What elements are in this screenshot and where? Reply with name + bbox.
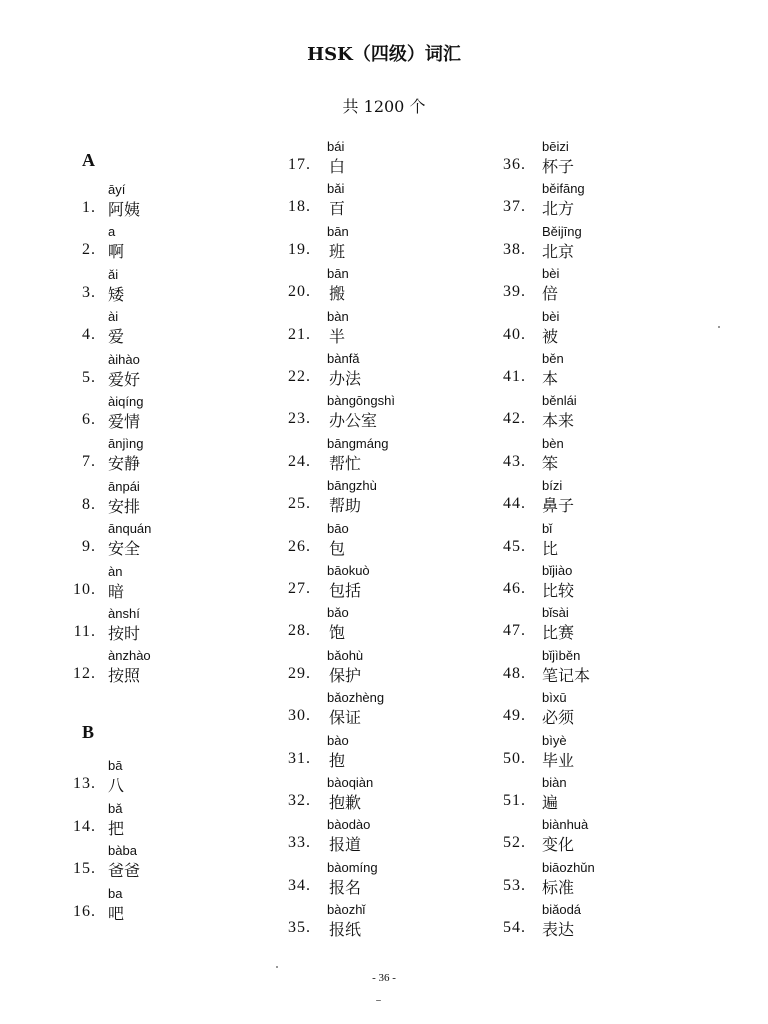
vocab-number: 5.	[82, 369, 96, 386]
vocab-entry	[490, 648, 690, 688]
vocab-word: 饱	[329, 623, 346, 642]
vocab-number: 50.	[503, 750, 526, 767]
vocab-word: 保证	[329, 708, 362, 727]
vocab-number: 8.	[82, 496, 96, 513]
vocab-pinyin: bàozhǐ	[327, 902, 366, 917]
vocab-entry	[275, 224, 475, 264]
vocab-word: 比赛	[542, 623, 575, 642]
vocab-pinyin: bǎohù	[327, 648, 364, 663]
vocab-entry	[60, 224, 260, 264]
vocab-entry	[490, 563, 690, 603]
vocab-word: 抱	[329, 751, 346, 770]
vocab-pinyin: bàodào	[327, 817, 371, 832]
vocab-number: 48.	[503, 665, 526, 682]
vocab-word: 比较	[542, 581, 575, 600]
vocab-pinyin: bǐjiào	[542, 563, 573, 578]
vocab-number: 18.	[288, 198, 311, 215]
vocab-pinyin: bìxū	[542, 690, 567, 705]
vocab-pinyin: bànfǎ	[327, 351, 360, 366]
vocab-word: 白	[329, 157, 346, 176]
vocab-word: 报道	[329, 835, 362, 854]
vocab-word: 爱好	[108, 370, 141, 389]
vocab-entry	[275, 266, 475, 306]
vocab-pinyin: biànhuà	[542, 817, 589, 832]
vocab-word: 安排	[108, 497, 141, 516]
vocab-number: 30.	[288, 707, 311, 724]
vocab-entry	[60, 564, 260, 604]
vocab-entry	[490, 817, 690, 857]
vocab-word: 遍	[542, 793, 559, 812]
vocab-pinyin: bàngōngshì	[327, 393, 395, 408]
vocab-pinyin: bàn	[327, 309, 349, 324]
vocab-number: 14.	[73, 818, 96, 835]
vocab-number: 26.	[288, 538, 311, 555]
vocab-word: 啊	[108, 242, 125, 261]
vocab-entry	[490, 436, 690, 476]
vocab-entry	[275, 309, 475, 349]
vocab-entry	[60, 606, 260, 646]
vocab-word: 办公室	[329, 411, 378, 430]
vocab-number: 51.	[503, 792, 526, 809]
vocab-pinyin: bǐjìběn	[542, 648, 581, 663]
vocab-entry	[60, 479, 260, 519]
vocab-entry	[60, 436, 260, 476]
vocab-word: 北京	[542, 242, 575, 261]
vocab-word: 安静	[108, 454, 141, 473]
vocab-number: 6.	[82, 411, 96, 428]
vocab-number: 12.	[73, 665, 96, 682]
vocab-entry	[275, 690, 475, 730]
vocab-number: 46.	[503, 580, 526, 597]
vocab-entry	[60, 182, 260, 222]
vocab-pinyin: bái	[327, 139, 345, 154]
vocab-entry	[60, 758, 260, 798]
vocab-entry	[275, 902, 475, 942]
vocab-word: 暗	[108, 582, 125, 601]
vocab-number: 20.	[288, 283, 311, 300]
vocab-entry	[490, 224, 690, 264]
vocab-word: 杯子	[542, 157, 575, 176]
vocab-entry	[490, 393, 690, 433]
vocab-word: 抱歉	[329, 793, 362, 812]
vocab-number: 16.	[73, 903, 96, 920]
vocab-entry	[490, 860, 690, 900]
vocab-number: 36.	[503, 156, 526, 173]
vocab-pinyin: bèn	[542, 436, 564, 451]
vocab-word: 吧	[108, 904, 125, 923]
vocab-word: 包	[329, 539, 346, 558]
vocab-entry	[275, 648, 475, 688]
vocab-entry	[490, 775, 690, 815]
vocab-pinyin: bào	[327, 733, 349, 748]
vocab-word: 变化	[542, 835, 575, 854]
vocab-number: 9.	[82, 538, 96, 555]
vocab-pinyin: bēizi	[542, 139, 569, 154]
vocab-pinyin: bèi	[542, 309, 560, 324]
vocab-word: 报纸	[329, 920, 362, 939]
section-letter-b: B	[82, 722, 95, 742]
vocab-entry	[60, 648, 260, 688]
vocab-pinyin: biǎodá	[542, 902, 582, 917]
vocab-pinyin: bàomíng	[327, 860, 378, 875]
vocab-word: 搬	[329, 284, 346, 303]
vocab-entry	[490, 309, 690, 349]
vocab-entry	[60, 394, 260, 434]
vocab-word: 帮助	[329, 496, 362, 515]
vocab-number: 33.	[288, 834, 311, 851]
vocab-number: 54.	[503, 919, 526, 936]
vocab-word: 报名	[329, 878, 362, 897]
vocab-entry	[490, 351, 690, 391]
vocab-pinyin: bàoqiàn	[327, 775, 374, 790]
vocab-entry	[275, 139, 475, 179]
vocab-entry	[490, 266, 690, 306]
vocab-number: 35.	[288, 919, 311, 936]
vocab-pinyin: ànshí	[108, 606, 140, 621]
vocab-word: 帮忙	[329, 454, 362, 473]
vocab-entry	[275, 181, 475, 221]
vocab-pinyin: biàn	[542, 775, 567, 790]
vocab-pinyin: běifāng	[542, 181, 585, 196]
vocab-entry	[490, 902, 690, 942]
vocab-word: 办法	[329, 369, 362, 388]
vocab-pinyin: běn	[542, 351, 564, 366]
vocab-number: 37.	[503, 198, 526, 215]
vocab-pinyin: bāo	[327, 521, 349, 536]
vocab-number: 2.	[82, 241, 96, 258]
vocab-pinyin: àiqíng	[108, 394, 144, 409]
page-number: - 36 -	[372, 972, 396, 984]
vocab-number: 44.	[503, 495, 526, 512]
vocab-number: 19.	[288, 241, 311, 258]
vocab-entry	[60, 309, 260, 349]
vocab-word: 必须	[542, 708, 575, 727]
vocab-entry	[275, 605, 475, 645]
vocab-entry	[275, 351, 475, 391]
vocab-word: 被	[542, 327, 559, 346]
vocab-word: 比	[542, 539, 559, 558]
vocab-pinyin: bàba	[108, 843, 137, 858]
vocab-word: 表达	[542, 920, 575, 939]
vocab-pinyin: àn	[108, 564, 123, 579]
vocab-word: 爱	[108, 327, 125, 346]
page-title: HSK（四级）词汇	[307, 44, 461, 65]
vocab-pinyin: àihào	[108, 352, 140, 367]
word-count-subtitle: 共 1200 个	[342, 97, 426, 116]
vocab-pinyin: biāozhǔn	[542, 860, 595, 875]
vocab-pinyin: bǎozhèng	[327, 690, 385, 705]
vocab-word: 半	[329, 327, 346, 346]
vocab-word: 标准	[542, 878, 575, 897]
vocab-pinyin: běnlái	[542, 393, 577, 408]
vocab-pinyin: āyí	[108, 182, 126, 197]
vocab-entry	[490, 521, 690, 561]
vocab-entry	[490, 181, 690, 221]
vocab-number: 11.	[73, 623, 96, 640]
vocab-number: 38.	[503, 241, 526, 258]
vocab-pinyin: Běijīng	[542, 224, 582, 239]
vocab-pinyin: bìyè	[542, 733, 567, 748]
vocab-number: 42.	[503, 410, 526, 427]
vocab-number: 25.	[288, 495, 311, 512]
vocab-entry	[60, 801, 260, 841]
vocab-entry	[490, 690, 690, 730]
vocab-number: 22.	[288, 368, 311, 385]
vocab-word: 八	[108, 776, 125, 795]
vocab-entry	[490, 605, 690, 645]
vocab-number: 10.	[73, 581, 96, 598]
vocab-word: 北方	[542, 199, 575, 218]
vocab-pinyin: bǎ	[108, 801, 123, 816]
vocab-number: 53.	[503, 877, 526, 894]
vocab-pinyin: bāngmáng	[327, 436, 389, 451]
vocab-number: 24.	[288, 453, 311, 470]
vocab-entry	[60, 843, 260, 883]
vocab-pinyin: bāokuò	[327, 563, 370, 578]
vocab-word: 把	[108, 819, 125, 838]
vocab-entry	[275, 860, 475, 900]
vocab-number: 32.	[288, 792, 311, 809]
vocab-pinyin: ǎi	[108, 267, 119, 282]
vocab-number: 17.	[288, 156, 311, 173]
vocab-number: 31.	[288, 750, 311, 767]
vocab-word: 按时	[108, 624, 141, 643]
vocab-word: 笔记本	[542, 666, 591, 685]
vocab-pinyin: bān	[327, 266, 349, 281]
vocab-pinyin: bā	[108, 758, 123, 773]
vocab-number: 29.	[288, 665, 311, 682]
vocab-number: 34.	[288, 877, 311, 894]
vocab-word: 班	[329, 242, 346, 261]
vocab-number: 3.	[82, 284, 96, 301]
vocab-entry	[275, 563, 475, 603]
vocab-entry	[60, 352, 260, 392]
vocab-number: 52.	[503, 834, 526, 851]
vocab-word: 包括	[329, 581, 362, 600]
vocab-pinyin: bǐsài	[542, 605, 569, 620]
vocab-pinyin: bǎi	[327, 181, 345, 196]
vocab-number: 7.	[82, 453, 96, 470]
vocab-word: 阿姨	[108, 200, 141, 219]
vocab-number: 4.	[82, 326, 96, 343]
vocab-pinyin: bǐ	[542, 521, 553, 536]
vocab-number: 45.	[503, 538, 526, 555]
vocab-pinyin: ānpái	[108, 479, 140, 494]
vocab-pinyin: a	[108, 224, 116, 239]
vocab-entry	[490, 733, 690, 773]
vocab-pinyin: ài	[108, 309, 119, 324]
vocab-entry	[60, 521, 260, 561]
vocab-pinyin: ba	[108, 886, 123, 901]
vocab-entry	[490, 139, 690, 179]
vocab-entry	[60, 267, 260, 307]
vocab-number: 41.	[503, 368, 526, 385]
vocab-word: 爱情	[108, 412, 141, 431]
vocab-number: 15.	[73, 860, 96, 877]
vocab-entry	[275, 775, 475, 815]
vocab-number: 49.	[503, 707, 526, 724]
vocab-entry	[275, 393, 475, 433]
vocab-number: 43.	[503, 453, 526, 470]
vocab-word: 笨	[542, 454, 559, 473]
vocab-entry	[275, 436, 475, 476]
vocab-entry	[490, 478, 690, 518]
vocab-number: 47.	[503, 622, 526, 639]
vocab-number: 28.	[288, 622, 311, 639]
vocab-entry	[60, 886, 260, 926]
vocab-pinyin: bān	[327, 224, 349, 239]
vocab-number: 27.	[288, 580, 311, 597]
vocab-pinyin: bízi	[542, 478, 563, 493]
vocab-word: 鼻子	[542, 496, 575, 515]
vocab-pinyin: bāngzhù	[327, 478, 377, 493]
vocab-number: 39.	[503, 283, 526, 300]
vocab-entry	[275, 478, 475, 518]
vocab-entry	[275, 817, 475, 857]
vocab-word: 保护	[329, 666, 362, 685]
vocab-word: 本	[542, 369, 559, 388]
scan-speck	[376, 1000, 381, 1001]
vocab-pinyin: ànzhào	[108, 648, 151, 663]
vocab-number: 13.	[73, 775, 96, 792]
vocab-number: 23.	[288, 410, 311, 427]
section-letter-a: A	[82, 150, 95, 170]
vocab-word: 倍	[542, 284, 559, 303]
vocab-word: 毕业	[542, 751, 575, 770]
vocab-word: 安全	[108, 539, 141, 558]
vocab-number: 21.	[288, 326, 311, 343]
vocab-number: 1.	[82, 199, 96, 216]
vocab-entry	[275, 521, 475, 561]
vocab-word: 爸爸	[108, 861, 141, 880]
scan-speck	[276, 966, 278, 968]
vocab-word: 本来	[542, 411, 575, 430]
vocab-pinyin: bèi	[542, 266, 560, 281]
vocab-entry	[275, 733, 475, 773]
vocab-pinyin: ānjìng	[108, 436, 144, 451]
vocab-word: 按照	[108, 666, 141, 685]
scan-speck	[718, 326, 720, 328]
vocab-pinyin: ānquán	[108, 521, 152, 536]
vocab-pinyin: bǎo	[327, 605, 349, 620]
vocab-word: 矮	[108, 285, 125, 304]
vocab-word: 百	[329, 199, 346, 218]
vocab-number: 40.	[503, 326, 526, 343]
